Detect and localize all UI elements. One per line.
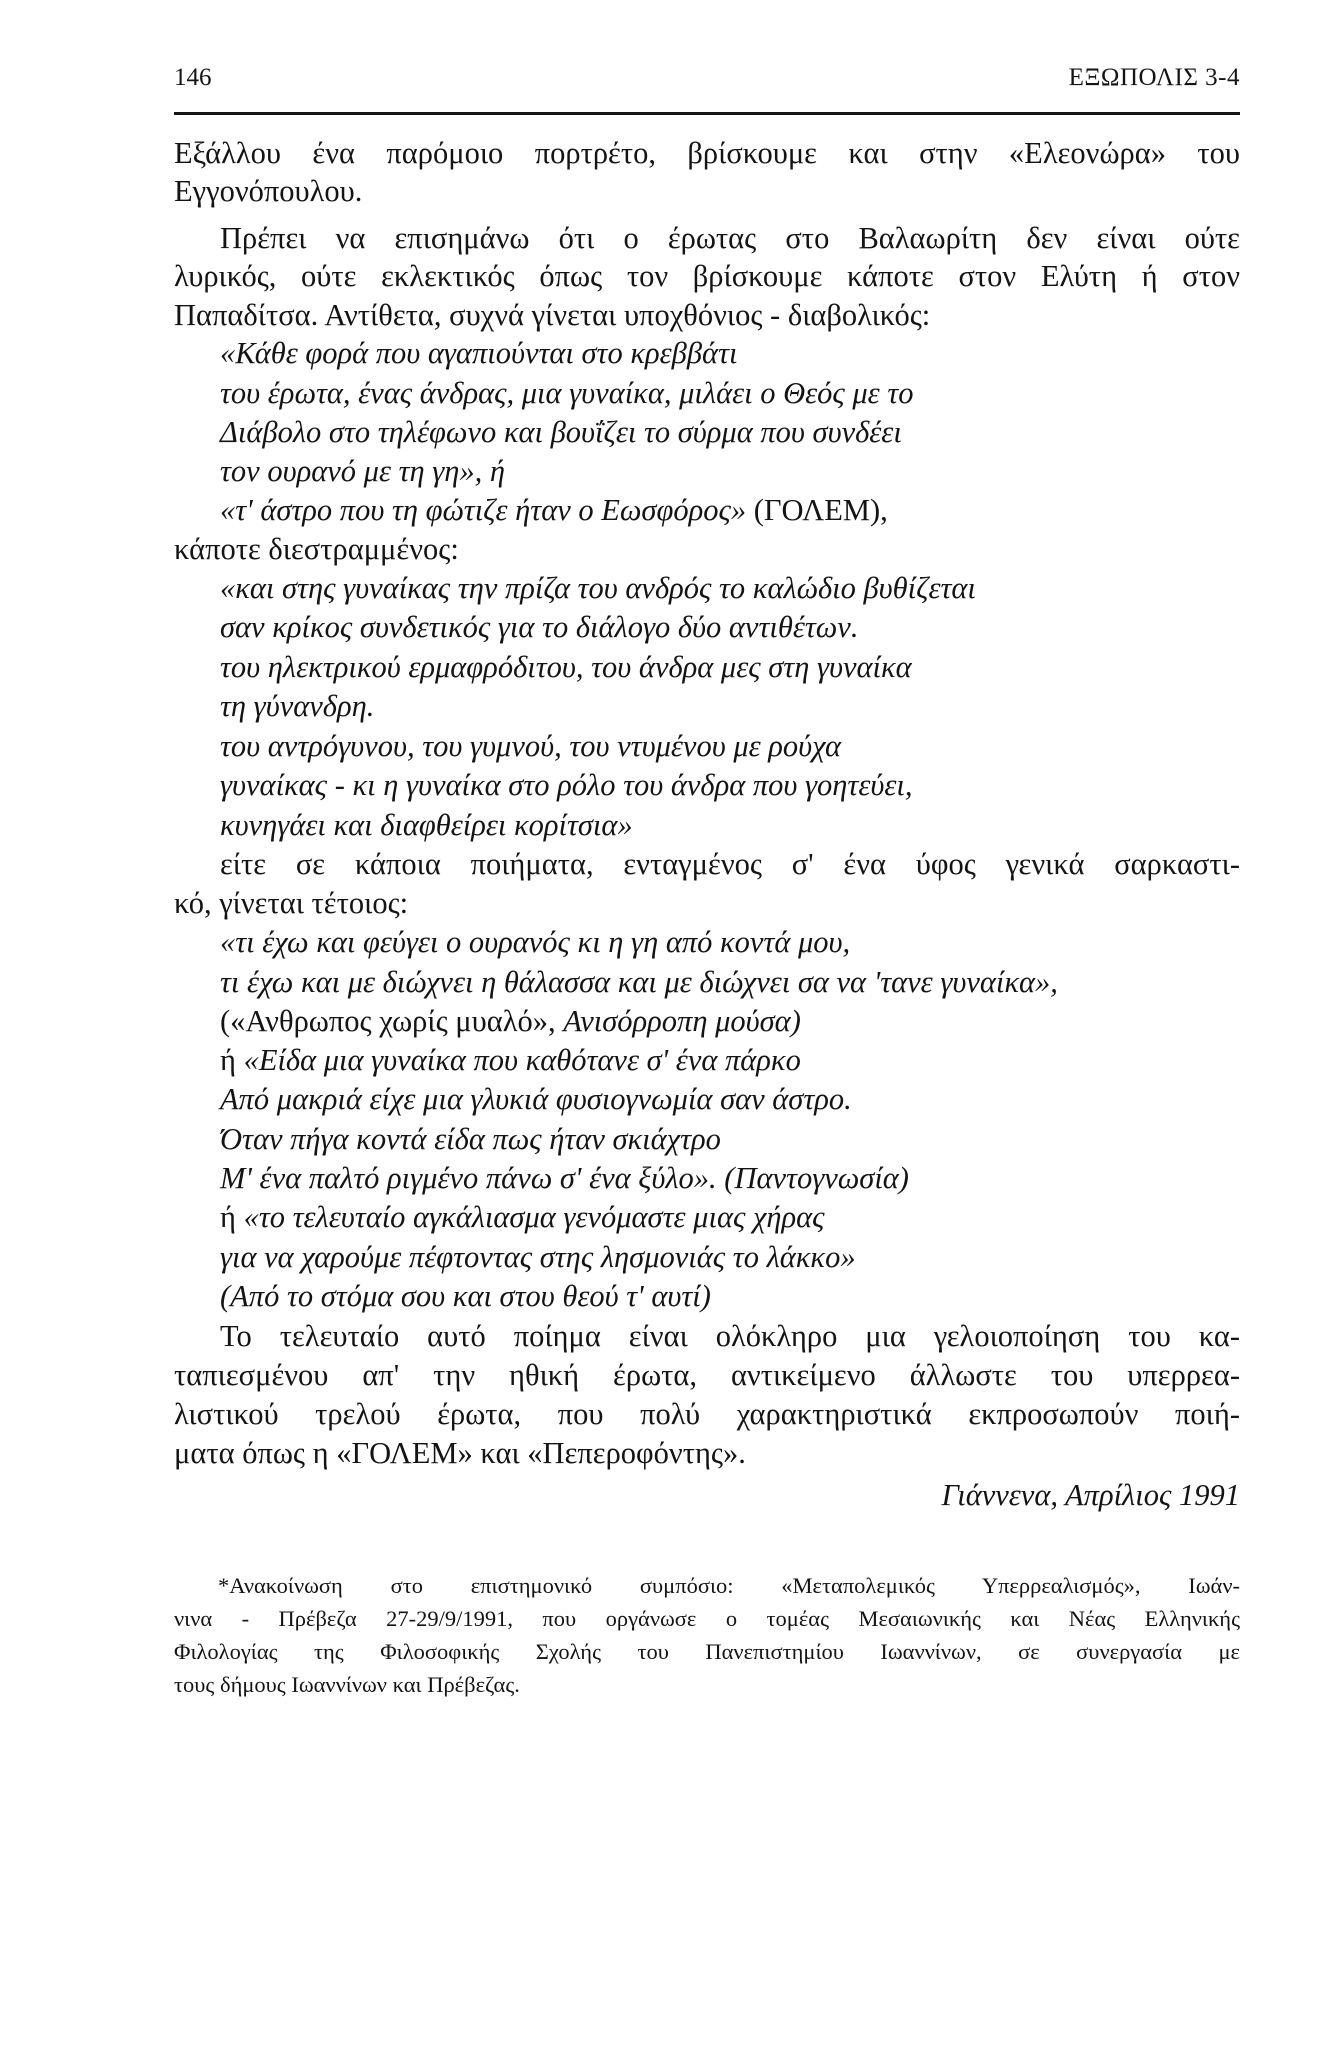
place-date: Γιάννενα, Απρίλιος 1991 [941,1478,1240,1512]
citation-line [220,1002,801,1040]
citation-line: (Από το στόμα σου και στου θεού τ' αυτί) [220,1279,711,1313]
page-number: 146 [174,64,212,91]
quote-line: «και στης γυναίκας την πρίζα του ανδρός το καλώδιο βυθίζεται [220,571,976,605]
text-line: κάποτε διεστραμμένος: [174,532,459,566]
quote-line [220,1159,909,1197]
quote-line: Διάβολο στο τηλέφωνο και βουΐζει το σύρμα που συνδέει [220,415,902,449]
quote-line: Από μακριά είχε μια γλυκιά φυσιογνωμία σαν άστρο. [220,1082,852,1116]
citation: («Ανθρωπος χωρίς μυαλό», [220,1004,556,1038]
quote-line: τη γύνανδρη. [220,689,375,723]
conjunction: ή [220,1043,236,1077]
quote-line: του έρωτα, ένας άνδρας, μια γυναίκα, μιλάει ο Θεός με το [220,376,914,410]
text-line: ματα όπως η «ΓΟΛΕΜ» και «Πεπεροφόντης». [174,1436,746,1470]
footnote-line: *Ανακοίνωση στο επιστημονικό συμπόσιο: «Μεταπολεμικός Υπερρεαλισμός», Ιωάν- [218,1573,1240,1598]
quote-text: «το τελευταίο αγκάλιασμα γενόμαστε μιας χήρας [243,1200,825,1234]
quote-line: «τι έχω και φεύγει ο ουρανός κι η γη από κοντά μου, [220,925,851,959]
quote-line [220,491,888,529]
quote-text: «τ' άστρο που τη φώτιζε ήταν ο Εωσφόρος» [220,493,747,527]
footnote-line: νινα - Πρέβεζα 27-29/9/1991, που οργάνωσε ο τομέας Μεσαιωνικής και Νέας Ελληνικής [174,1606,1240,1631]
quote-line [220,1041,801,1079]
text-line: Παπαδίτσα. Αντίθετα, συχνά γίνεται υποχθόνιος - διαβολικός: [174,298,931,332]
quote-line [220,1198,825,1236]
quote-line: του ηλεκτρικού ερμαφρόδιτου, του άνδρα μες στη γυναίκα [220,650,912,684]
quote-line: για να χαρούμε πέφτοντας στης λησμονιάς το λάκκο» [220,1240,856,1274]
text-line: ταπιεσμένου απ' την ηθική έρωτα, αντικείμενο άλλωστε του υπερρεα- [174,1358,1240,1392]
quote-line: κυνηγάει και διαφθείρει κορίτσια» [220,808,633,842]
text-line: είτε σε κάποια ποιήματα, ενταγμένος σ' ένα ύφος γενικά σαρκαστι- [220,847,1240,881]
quote-line: Όταν πήγα κοντά είδα πως ήταν σκιάχτρο [220,1122,721,1156]
conjunction: ή [220,1200,236,1234]
citation-title: Ανισόρροπη μούσα) [563,1004,801,1038]
quote-text: «Είδα μια γυναίκα που καθότανε σ' ένα πάρκο [243,1043,801,1077]
text-line: λιστικού τρελού έρωτα, που πολύ χαρακτηριστικά εκπροσωπούν ποιή- [174,1397,1240,1431]
quote-line: γυναίκας - κι η γυναίκα στο ρόλο του άνδρα που γοητεύει, [220,768,913,802]
journal-name: ΕΞΩΠΟΛΙΣ 3-4 [1068,64,1240,91]
text-line: λυρικός, ούτε εκλεκτικός όπως τον βρίσκουμε κάποτε στον Ελύτη ή στον [174,259,1240,293]
text-line: Εγγονόπουλου. [174,174,363,208]
text-line: Το τελευταίο αυτό ποίημα είναι ολόκληρο μια γελοιοποίηση του κα- [220,1319,1240,1353]
quote-line: του αντρόγυνου, του γυμνού, του ντυμένου με ρούχα [220,729,841,763]
text-line: κό, γίνεται τέτοιος: [174,886,409,920]
citation: (ΓΟΛΕΜ), [753,493,888,527]
quote-line: σαν κρίκος συνδετικός για το διάλογο δύο αντιθέτων. [220,610,859,644]
quote-line: «Κάθε φορά που αγαπιούνται στο κρεββάτι [220,336,738,370]
citation-title: (Παντογνωσία) [724,1161,909,1195]
header-rule [174,112,1240,115]
quote-line: τον ουρανό με τη γη», ή [220,454,506,488]
text-line: Πρέπει να επισημάνω ότι ο έρωτας στο Βαλαωρίτη δεν είναι ούτε [220,221,1240,255]
quote-line: τι έχω και με διώχνει η θάλασσα και με διώχνει σα να 'τανε γυναίκα», [220,965,1058,999]
page-header [174,60,1240,108]
quote-text: Μ' ένα παλτό ριγμένο πάνω σ' ένα ξύλο». [220,1161,717,1195]
footnote-line: Φιλολογίας της Φιλοσοφικής Σχολής του Πανεπιστημίου Ιωαννίνων, σε συνεργασία με [174,1639,1240,1664]
footnote-line: τους δήμους Ιωαννίνων και Πρέβεζας. [174,1672,520,1697]
text-line: Εξάλλου ένα παρόμοιο πορτρέτο, βρίσκουμε και στην «Ελεονώρα» του [174,136,1240,170]
